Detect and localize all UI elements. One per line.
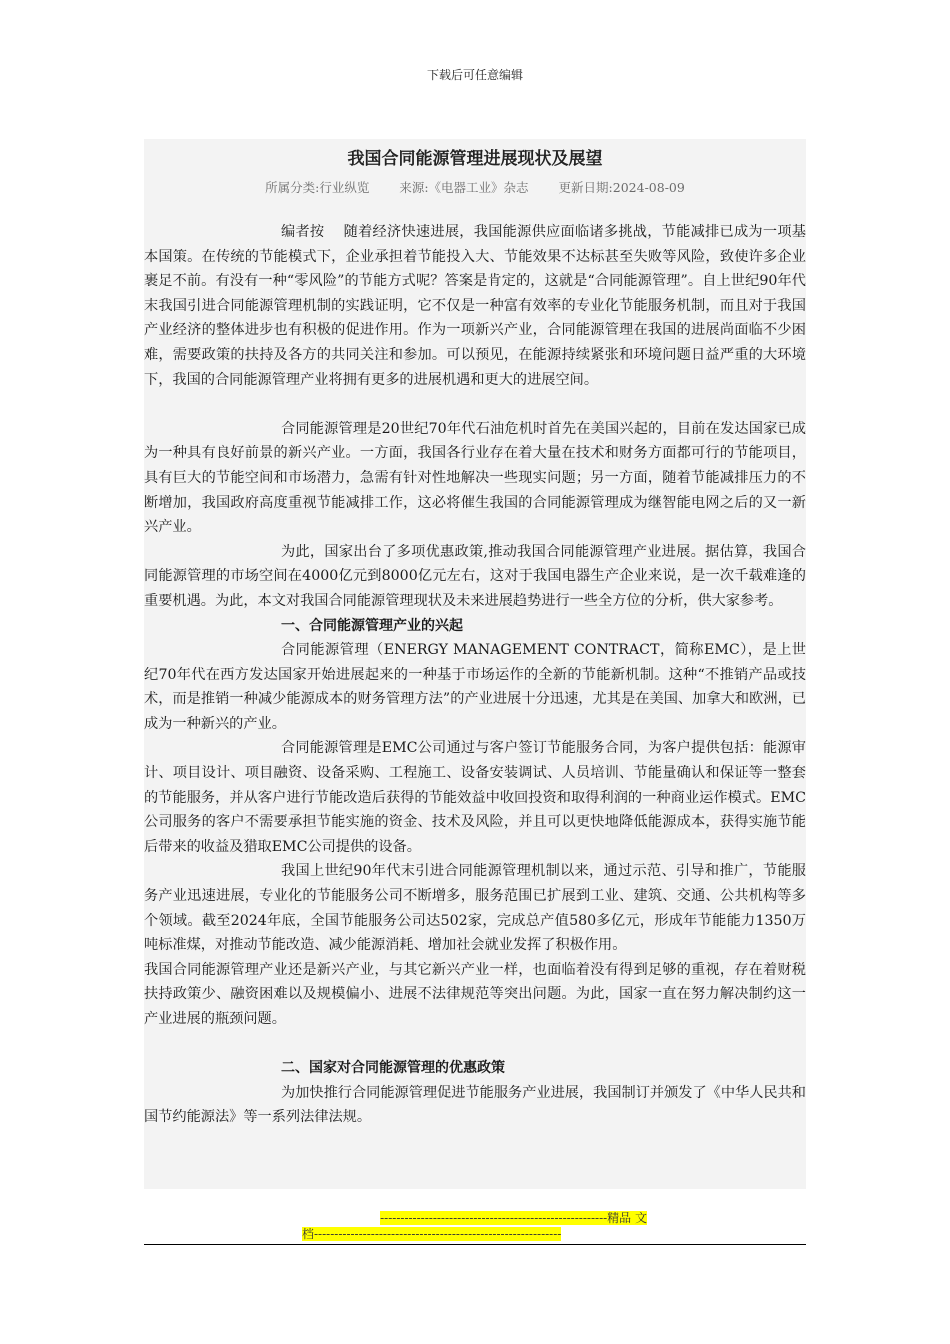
article-title: 我国合同能源管理进展现状及展望	[347, 149, 603, 169]
body-paragraph: 合同能源管理（ENERGY MANAGEMENT CONTRACT，简称EMC），是上世纪70年代在西方发达国家开始进展起来的一种基于市场运作的全新的节能新机制。这种“不推销产品或技术，而是推销一种减少能源成本的财务管理方法”的产业进展十分迅速，尤其是在美国、加拿大和欧洲，已成为一种新兴的产业。	[144, 642, 806, 732]
body-paragraph: 为此，国家出台了多项优惠政策,推动我国合同能源管理产业进展。据估算，我国合同能源管理的市场空间在4000亿元到8000亿元左右，这对于我国电器生产企业来说，是一次千载难逢的重要机遇。为此，本文对我国合同能源管理现状及未来进展趋势进行一些全方位的分析，供大家参考。	[144, 543, 806, 609]
footer-watermark	[302, 1210, 647, 1242]
footer-divider	[144, 1244, 806, 1245]
paragraph-gap	[144, 1032, 806, 1057]
paragraph-gap	[144, 392, 806, 417]
article-meta	[144, 178, 806, 200]
page-header: 下载后可任意编辑	[426, 68, 523, 82]
section-heading: 一、合同能源管理产业的兴起	[281, 617, 463, 634]
body-paragraph: 我国上世纪90年代末引进合同能源管理机制以来，通过示范、引导和推广，节能服务产业迅速进展，专业化的节能服务公司不断增多，服务范围已扩展到工业、建筑、交通、公共机构等多个领域。截至2024年底，全国节能服务公司达502家，完成总产值580多亿元，形成年节能能力1350万吨标准煤，对推动节能改造、减少能源消耗、增加社会就业发挥了积极作用。	[144, 863, 806, 954]
meta-category: 所属分类:行业纵览	[265, 180, 370, 195]
article	[144, 139, 806, 1189]
body-paragraph: 合同能源管理是20世纪70年代石油危机时首先在美国兴起的，目前在发达国家已成为一种具有良好前景的新兴产业。一方面，我国各行业存在着大量在技术和财务方面都可行的节能项目，具有巨大的节能空间和市场潜力，急需有针对性地解决一些现实问题；另一方面，随着节能减排压力的不断增加，我国政府高度重视节能减排工作，这必将催生我国的合同能源管理成为继智能电网之后的又一新兴产业。	[144, 420, 806, 536]
body-paragraph: 合同能源管理是EMC公司通过与客户签订节能服务合同，为客户提供包括：能源审计、项目设计、项目融资、设备采购、工程施工、设备安装调试、人员培训、节能量确认和保证等一整套的节能服务，并从客户进行节能改造后获得的节能效益中收回投资和取得利润的一种商业运作模式。EMC公司服务的客户不需要承担节能实施的资金、技术及风险，并且可以更快地降低能源成本，获得实施节能后带来的收益及猎取EMC公司提供的设备。	[144, 740, 806, 855]
footer-line-2: 档-------------------------------------------------------------	[302, 1227, 562, 1241]
body-paragraph: 我国合同能源管理产业还是新兴产业，与其它新兴产业一样，也面临着没有得到足够的重视，存在着财税扶持政策少、融资困难以及规模偏小、进展不法律规范等突出问题。为此，国家一直在努力解决制约这一产业进展的瓶颈问题。	[144, 961, 806, 1027]
meta-date: 更新日期:2024-08-09	[558, 180, 685, 195]
footer-line-1: --------------------------------------------------------精品 文	[380, 1211, 647, 1225]
body-paragraph: 为加快推行合同能源管理促进节能服务产业进展，我国制订并颁发了《中华人民共和国节约能源法》等一系列法律法规。	[144, 1084, 806, 1126]
editor-note-paragraph: 编者按 随着经济快速进展，我国能源供应面临诸多挑战，节能减排已成为一项基本国策。在传统的节能模式下，企业承担着节能投入大、节能效果不达标甚至失败等风险，致使许多企业裹足不前。有没有一种“零风险”的节能方式呢？答案是肯定的，这就是“合同能源管理”。自上世纪90年代末我国引进合同能源管理机制的实践证明，它不仅是一种富有效率的专业化节能服务机制，而且对于我国产业经济的整体进步也有积极的促进作用。作为一项新兴产业，合同能源管理在我国的进展尚面临不少困难，需要政策的扶持及各方的共同关注和参加。可以预见，在能源持续紧张和环境问题日益严重的大环境下，我国的合同能源管理产业将拥有更多的进展机遇和更大的进展空间。	[144, 224, 806, 388]
article-body	[144, 220, 806, 1130]
section-heading: 二、国家对合同能源管理的优惠政策	[281, 1060, 505, 1077]
meta-source: 来源:《电器工业》杂志	[399, 180, 529, 195]
